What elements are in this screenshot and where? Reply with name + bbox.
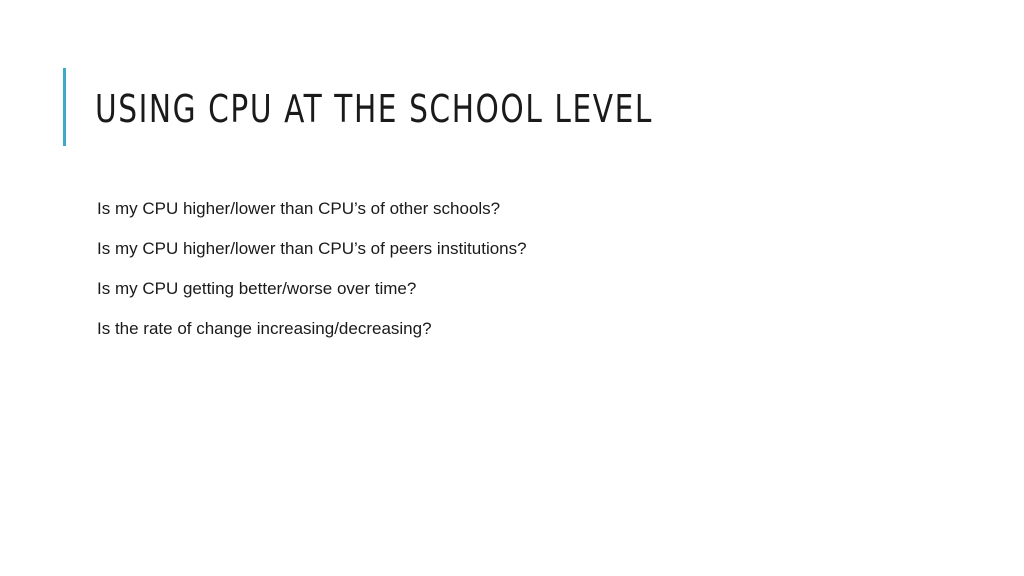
bullet-list [97,196,527,356]
bullet-item: Is my CPU higher/lower than CPU’s of other schools? [97,199,501,218]
title-accent-bar [63,68,66,146]
bullet-item: Is the rate of change increasing/decreasing? [97,319,432,338]
bullet-item: Is my CPU getting better/worse over time? [97,279,417,298]
slide-title: USING CPU AT THE SCHOOL LEVEL [95,87,653,131]
bullet-item: Is my CPU higher/lower than CPU’s of peers institutions? [97,239,527,258]
